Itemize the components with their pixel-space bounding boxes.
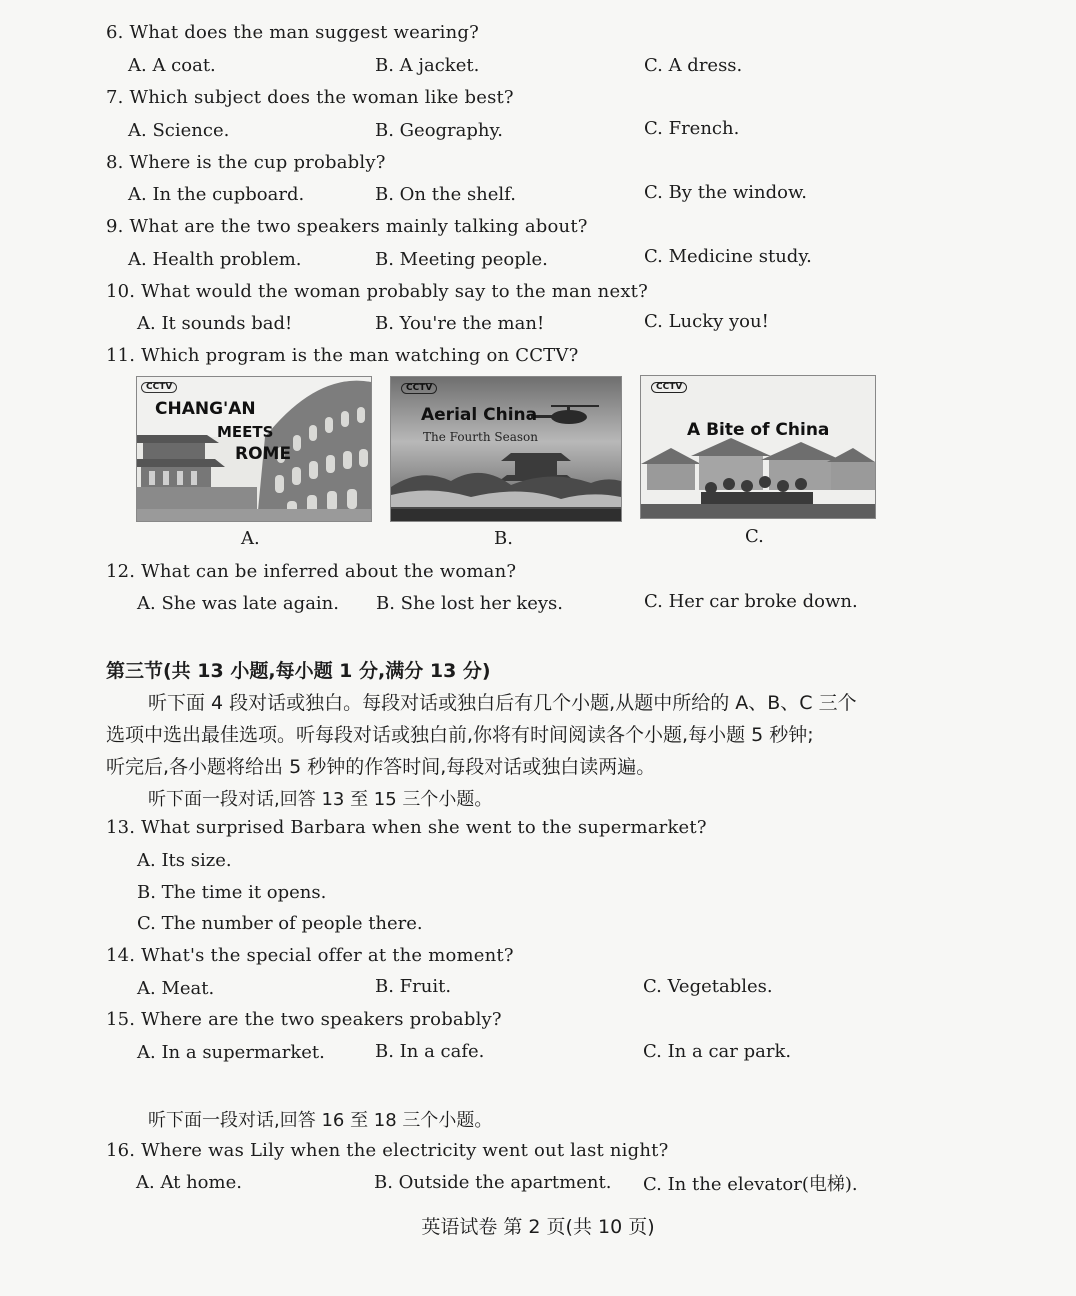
option-6a: A. A coat. [128,55,216,76]
picture-changan-meets-rome [136,376,372,522]
question-9: 9. What are the two speakers mainly talking about? [106,216,588,237]
option-7c: C. French. [644,118,740,139]
option-8a: A. In the cupboard. [128,184,305,205]
option-6c: C. A dress. [644,55,743,76]
option-15b: B. In a cafe. [375,1041,485,1062]
picture-c-title: A Bite of China [687,420,830,440]
picture-b-subtitle: The Fourth Season [423,430,538,444]
question-6: 6. What does the man suggest wearing? [106,22,479,43]
cctv-logo-c: CCTV [651,382,687,393]
picture-a-label: A. [241,528,260,549]
picture-a-title-1: CHANG'AN [155,399,256,419]
option-14c: C. Vegetables. [643,976,773,997]
picture-b-label: B. [494,528,513,549]
page-footer: 英语试卷 第 2 页(共 10 页) [421,1216,655,1238]
section-3-heading: 第三节(共 13 小题,每小题 1 分,满分 13 分) [106,660,491,682]
section-3-instructions-3: 听完后,各小题将给出 5 秒钟的作答时间,每段对话或独白读两遍。 [106,756,656,778]
option-16b: B. Outside the apartment. [374,1172,612,1193]
question-10: 10. What would the woman probably say to the man next? [106,281,648,302]
option-14b: B. Fruit. [375,976,452,997]
question-15: 15. Where are the two speakers probably? [106,1009,502,1030]
option-12b: B. She lost her keys. [376,593,564,614]
picture-bite-of-china [640,375,876,519]
option-10c: C. Lucky you! [644,311,769,332]
option-7b: B. Geography. [375,120,504,141]
option-9c: C. Medicine study. [644,246,812,267]
option-10b: B. You're the man! [375,313,545,334]
option-9b: B. Meeting people. [375,249,548,270]
cctv-logo-a: CCTV [141,382,177,393]
option-14a: A. Meat. [137,978,215,999]
picture-a-title-3: ROME [235,444,292,464]
question-16: 16. Where was Lily when the electricity went out last night? [106,1140,669,1161]
question-14: 14. What's the special offer at the moment? [106,945,514,966]
question-13: 13. What surprised Barbara when she went to the supermarket? [106,817,707,838]
option-6b: B. A jacket. [375,55,480,76]
section-3-instructions-1: 听下面 4 段对话或独白。每段对话或独白后有几个小题,从题中所给的 A、B、C 三个 [148,692,857,714]
option-16c: C. In the elevator(电梯). [643,1174,858,1195]
option-7a: A. Science. [128,120,230,141]
option-9a: A. Health problem. [128,249,302,270]
picture-a-title-2: MEETS [217,423,274,441]
cctv-logo-b: CCTV [401,383,437,394]
option-15a: A. In a supermarket. [137,1042,325,1063]
option-15c: C. In a car park. [643,1041,792,1062]
option-16a: A. At home. [136,1172,242,1193]
question-8: 8. Where is the cup probably? [106,152,386,173]
section-3-instructions-2: 选项中选出最佳选项。听每段对话或独白前,你将有时间阅读各个小题,每小题 5 秒钟; [106,724,814,746]
aerial-china-image [391,377,621,521]
option-12a: A. She was late again. [137,593,339,614]
option-13b: B. The time it opens. [137,882,327,903]
question-12: 12. What can be inferred about the woman? [106,561,517,582]
picture-b-title: Aerial China [421,405,538,425]
option-12c: C. Her car broke down. [644,591,858,612]
bite-of-china-image [641,376,875,518]
picture-aerial-china [390,376,622,522]
picture-c-label: C. [745,526,764,547]
option-13c: C. The number of people there. [137,913,423,934]
option-8b: B. On the shelf. [375,184,516,205]
question-11: 11. Which program is the man watching on CCTV? [106,345,579,366]
dialog-1-intro: 听下面一段对话,回答 13 至 15 三个小题。 [148,789,493,810]
question-7: 7. Which subject does the woman like best? [106,87,514,108]
option-13a: A. Its size. [137,850,232,871]
option-8c: C. By the window. [644,182,808,203]
dialog-2-intro: 听下面一段对话,回答 16 至 18 三个小题。 [148,1110,493,1131]
option-10a: A. It sounds bad! [137,313,293,334]
